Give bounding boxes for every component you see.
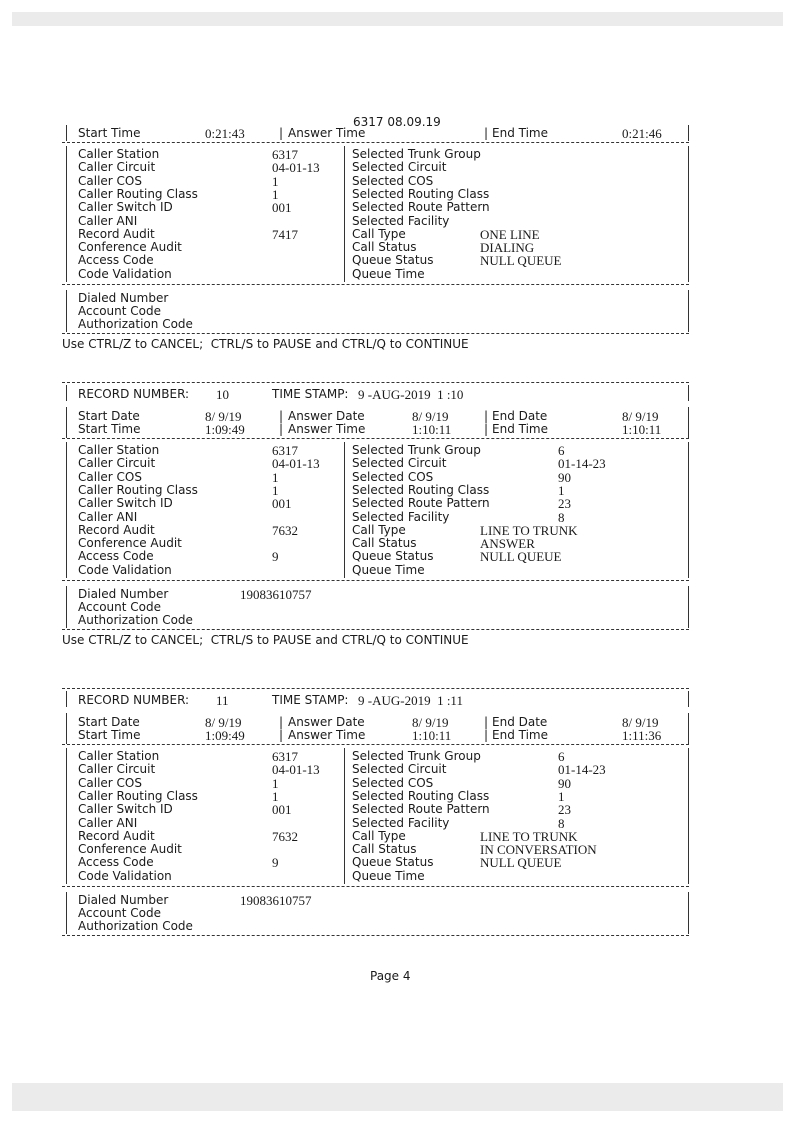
caller-field-value: 04-01-13 — [272, 762, 320, 778]
account-code-label: Account Code — [78, 600, 161, 614]
end-date-value: 8/ 9/19 — [622, 715, 659, 730]
caller-field-label: Conference Audit — [78, 240, 182, 255]
pipe: | — [484, 409, 489, 423]
caller-field-label: Access Code — [78, 549, 154, 564]
caller-field-label: Caller ANI — [78, 815, 138, 830]
frame-left-edge — [66, 586, 67, 628]
selected-field-label: Call Type — [352, 828, 406, 843]
selected-field-value: 90 — [558, 775, 571, 791]
answer-time-label: Answer Time — [288, 126, 366, 140]
record-separator-top — [62, 382, 689, 383]
page-number: Page 4 — [370, 969, 411, 983]
end-date-label: End Date — [492, 715, 548, 729]
caller-field-label: Record Audit — [78, 522, 155, 537]
start-time-value: 0:21:43 — [205, 126, 245, 141]
frame-right-edge — [688, 442, 689, 578]
caller-field-value: 7632 — [272, 828, 298, 844]
frame-left-edge — [66, 125, 67, 141]
caller-field-label: Caller Switch ID — [78, 200, 173, 215]
end-time-value: 1:10:11 — [622, 422, 662, 437]
frame-left-edge — [66, 892, 67, 934]
column-divider — [344, 748, 345, 884]
caller-field-label: Caller Station — [78, 147, 160, 161]
caller-field-value: 7632 — [272, 522, 298, 538]
caller-field-label: Caller Station — [78, 443, 160, 457]
selected-field-label: Call Status — [352, 536, 417, 551]
caller-field-value: 001 — [272, 802, 292, 818]
selected-field-label: Call Type — [352, 522, 406, 537]
selected-field-value: 8 — [558, 815, 565, 831]
selected-field-label: Selected Circuit — [352, 762, 447, 777]
selected-field-label: Selected Facility — [352, 213, 450, 228]
caller-field-label: Caller Routing Class — [78, 482, 198, 497]
caller-field-value: 6317 — [272, 749, 298, 764]
caller-field-value: 9 — [272, 855, 279, 871]
answer-time-value: 1:10:11 — [412, 422, 452, 437]
selected-field-value: NULL QUEUE — [480, 253, 562, 269]
end-time-label: End Time — [492, 422, 548, 436]
caller-field-label: Caller Circuit — [78, 160, 156, 175]
column-divider — [344, 442, 345, 578]
frame-right-edge — [688, 407, 689, 438]
selected-field-label: Queue Status — [352, 253, 434, 268]
selected-field-label: Selected Routing Class — [352, 482, 490, 497]
account-code-label: Account Code — [78, 304, 161, 318]
selected-field-label: Selected COS — [352, 173, 434, 188]
end-date-label: End Date — [492, 409, 548, 423]
selected-field-value: IN CONVERSATION — [480, 842, 597, 858]
selected-field-label: Selected Route Pattern — [352, 496, 490, 511]
selected-field-label: Queue Status — [352, 549, 434, 564]
selected-field-value: NULL QUEUE — [480, 855, 562, 871]
start-time-label: Start Time — [78, 126, 141, 140]
selected-field-label: Selected Route Pattern — [352, 200, 490, 215]
frame-right-edge — [688, 290, 689, 332]
pipe: | — [279, 715, 284, 729]
section-separator — [62, 284, 689, 285]
section-separator — [62, 438, 689, 439]
column-divider — [344, 146, 345, 282]
selected-field-value: 8 — [558, 509, 565, 525]
selected-field-label: Call Status — [352, 842, 417, 857]
caller-field-label: Conference Audit — [78, 842, 182, 857]
caller-field-value: 1 — [272, 775, 279, 791]
section-separator — [62, 580, 689, 581]
caller-field-label: Record Audit — [78, 828, 155, 843]
start-time-value: 1:09:49 — [205, 728, 245, 743]
start-date-label: Start Date — [78, 409, 140, 423]
pipe: | — [279, 126, 284, 140]
pipe: | — [484, 715, 489, 729]
frame-left-edge — [66, 146, 67, 282]
selected-field-value: 1 — [558, 482, 565, 498]
caller-field-value: 04-01-13 — [272, 160, 320, 176]
authorization-code-label: Authorization Code — [78, 919, 193, 933]
frame-right-edge — [688, 586, 689, 628]
account-code-label: Account Code — [78, 906, 161, 920]
caller-field-value: 1 — [272, 186, 279, 202]
start-time-label: Start Time — [78, 728, 141, 742]
scan-top-band — [12, 12, 783, 26]
frame-left-edge — [66, 385, 67, 401]
pipe: | — [279, 728, 284, 742]
record-number-value: 11 — [216, 693, 229, 708]
frame-left-edge — [66, 748, 67, 884]
selected-field-label: Selected Trunk Group — [352, 749, 481, 763]
record-separator-bottom — [62, 935, 689, 936]
answer-time-label: Answer Time — [288, 728, 366, 742]
caller-field-value: 001 — [272, 496, 292, 512]
caller-field-label: Caller COS — [78, 775, 142, 790]
frame-right-edge — [688, 892, 689, 934]
selected-field-value: 6 — [558, 749, 565, 764]
selected-field-label: Selected Route Pattern — [352, 802, 490, 817]
selected-field-label: Queue Status — [352, 855, 434, 870]
record-separator-top — [62, 688, 689, 689]
time-stamp-value: 9 -AUG-2019 1 :10 — [358, 387, 464, 402]
caller-field-label: Caller Station — [78, 749, 160, 763]
caller-field-value: 1 — [272, 788, 279, 804]
start-date-value: 8/ 9/19 — [205, 409, 242, 424]
selected-field-label: Queue Time — [352, 266, 425, 281]
dialed-number-label: Dialed Number — [78, 291, 169, 305]
section-separator — [62, 886, 689, 887]
answer-date-value: 8/ 9/19 — [412, 715, 449, 730]
selected-field-label: Queue Time — [352, 868, 425, 883]
selected-field-label: Selected Routing Class — [352, 186, 490, 201]
selected-field-label: Selected Routing Class — [352, 788, 490, 803]
caller-field-value: 001 — [272, 200, 292, 216]
selected-field-label: Call Type — [352, 226, 406, 241]
selected-field-value: DIALING — [480, 240, 535, 256]
end-time-label: End Time — [492, 728, 548, 742]
frame-left-edge — [66, 442, 67, 578]
selected-field-label: Selected Circuit — [352, 160, 447, 175]
cancel-instruction: Use CTRL/Z to CANCEL; CTRL/S to PAUSE and CTRL/Q to CONTINUE — [62, 337, 469, 351]
selected-field-label: Selected Trunk Group — [352, 147, 481, 161]
pipe: | — [484, 728, 489, 742]
dialed-number-label: Dialed Number — [78, 587, 169, 601]
authorization-code-label: Authorization Code — [78, 317, 193, 331]
frame-left-edge — [66, 713, 67, 744]
end-date-value: 8/ 9/19 — [622, 409, 659, 424]
frame-right-edge — [688, 385, 689, 401]
start-time-label: Start Time — [78, 422, 141, 436]
time-stamp-value: 9 -AUG-2019 1 :11 — [358, 693, 463, 708]
start-date-label: Start Date — [78, 715, 140, 729]
answer-time-value: 1:10:11 — [412, 728, 452, 743]
caller-field-label: Code Validation — [78, 266, 172, 281]
caller-field-label: Caller Routing Class — [78, 788, 198, 803]
selected-field-value: ANSWER — [480, 536, 535, 552]
scan-bottom-band — [12, 1083, 783, 1111]
answer-date-label: Answer Date — [288, 409, 365, 423]
record-number-value: 10 — [216, 387, 229, 402]
frame-right-edge — [688, 748, 689, 884]
selected-field-value: 23 — [558, 496, 571, 512]
caller-field-value: 6317 — [272, 443, 298, 458]
record-number-label: RECORD NUMBER: — [78, 693, 190, 707]
selected-field-value: ONE LINE — [480, 226, 540, 242]
selected-field-value: 01-14-23 — [558, 456, 606, 472]
report-header-title: 6317 08.09.19 — [353, 115, 441, 129]
frame-right-edge — [688, 691, 689, 707]
frame-right-edge — [688, 125, 689, 141]
answer-date-label: Answer Date — [288, 715, 365, 729]
caller-field-label: Code Validation — [78, 868, 172, 883]
selected-field-label: Selected COS — [352, 469, 434, 484]
dialed-number-value: 19083610757 — [240, 587, 312, 602]
caller-field-label: Conference Audit — [78, 536, 182, 551]
selected-field-label: Selected Facility — [352, 509, 450, 524]
caller-field-label: Caller Circuit — [78, 456, 156, 471]
caller-field-label: Caller COS — [78, 173, 142, 188]
caller-field-label: Code Validation — [78, 562, 172, 577]
caller-field-value: 9 — [272, 549, 279, 565]
answer-time-label: Answer Time — [288, 422, 366, 436]
selected-field-label: Queue Time — [352, 562, 425, 577]
dialed-number-label: Dialed Number — [78, 893, 169, 907]
dialed-number-value: 19083610757 — [240, 893, 312, 908]
frame-left-edge — [66, 407, 67, 438]
pipe: | — [279, 422, 284, 436]
caller-field-label: Caller Circuit — [78, 762, 156, 777]
frame-left-edge — [66, 691, 67, 707]
selected-field-label: Selected COS — [352, 775, 434, 790]
caller-field-value: 7417 — [272, 226, 298, 242]
selected-field-value: 1 — [558, 788, 565, 804]
start-time-value: 1:09:49 — [205, 422, 245, 437]
frame-right-edge — [688, 146, 689, 282]
time-stamp-label: TIME STAMP: — [272, 387, 349, 401]
section-separator — [62, 142, 689, 143]
selected-field-value: LINE TO TRUNK — [480, 522, 578, 538]
selected-field-value: LINE TO TRUNK — [480, 828, 578, 844]
selected-field-value: NULL QUEUE — [480, 549, 562, 565]
end-time-value: 1:11:36 — [622, 728, 662, 743]
selected-field-label: Selected Trunk Group — [352, 443, 481, 457]
frame-left-edge — [66, 290, 67, 332]
selected-field-label: Selected Circuit — [352, 456, 447, 471]
caller-field-value: 1 — [272, 173, 279, 189]
caller-field-label: Caller ANI — [78, 509, 138, 524]
record-separator-bottom — [62, 333, 689, 334]
caller-field-label: Caller ANI — [78, 213, 138, 228]
pipe: | — [484, 422, 489, 436]
record-number-label: RECORD NUMBER: — [78, 387, 190, 401]
answer-date-value: 8/ 9/19 — [412, 409, 449, 424]
time-stamp-label: TIME STAMP: — [272, 693, 349, 707]
caller-field-label: Caller COS — [78, 469, 142, 484]
end-time-value: 0:21:46 — [622, 126, 662, 141]
start-date-value: 8/ 9/19 — [205, 715, 242, 730]
caller-field-value: 6317 — [272, 147, 298, 162]
caller-field-value: 04-01-13 — [272, 456, 320, 472]
pipe: | — [279, 409, 284, 423]
record-separator-bottom — [62, 629, 689, 630]
selected-field-value: 90 — [558, 469, 571, 485]
caller-field-label: Caller Routing Class — [78, 186, 198, 201]
selected-field-value: 23 — [558, 802, 571, 818]
caller-field-label: Caller Switch ID — [78, 802, 173, 817]
selected-field-value: 6 — [558, 443, 565, 458]
selected-field-label: Selected Facility — [352, 815, 450, 830]
caller-field-label: Access Code — [78, 855, 154, 870]
authorization-code-label: Authorization Code — [78, 613, 193, 627]
caller-field-value: 1 — [272, 482, 279, 498]
frame-right-edge — [688, 713, 689, 744]
end-time-label: End Time — [492, 126, 548, 140]
selected-field-value: 01-14-23 — [558, 762, 606, 778]
caller-field-label: Caller Switch ID — [78, 496, 173, 511]
pipe: | — [484, 126, 489, 140]
cancel-instruction: Use CTRL/Z to CANCEL; CTRL/S to PAUSE and CTRL/Q to CONTINUE — [62, 633, 469, 647]
section-separator — [62, 744, 689, 745]
caller-field-label: Access Code — [78, 253, 154, 268]
selected-field-label: Call Status — [352, 240, 417, 255]
caller-field-value: 1 — [272, 469, 279, 485]
caller-field-label: Record Audit — [78, 226, 155, 241]
